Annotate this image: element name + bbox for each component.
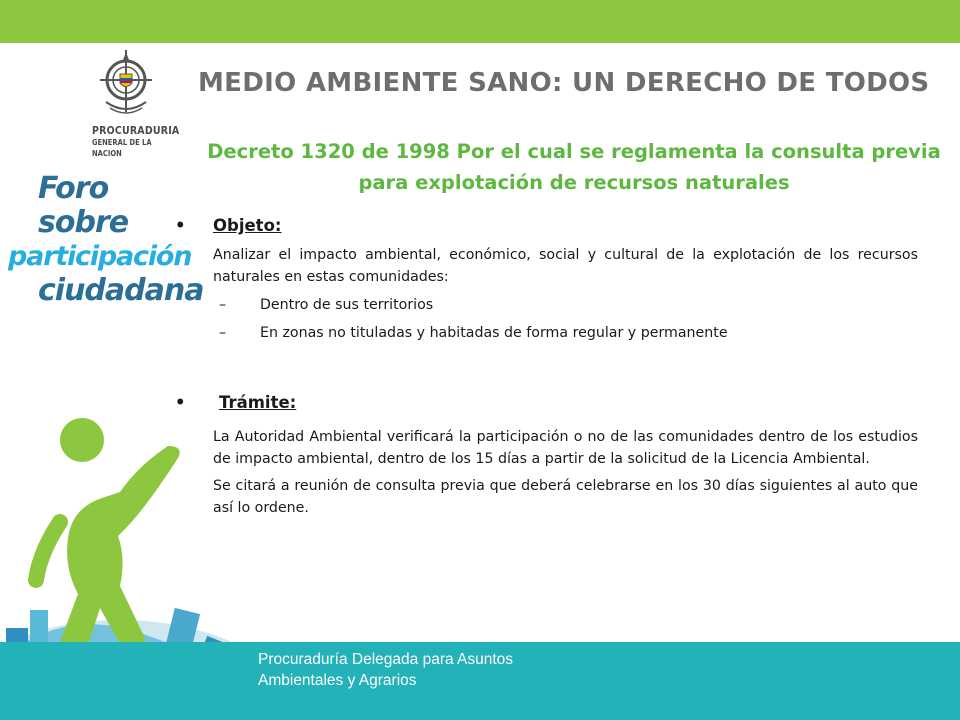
tramite-heading bbox=[172, 393, 918, 417]
footer-line-2: Ambientales y Agrarios bbox=[258, 672, 417, 689]
logo-line-2: GENERAL DE LA NACION bbox=[92, 138, 152, 158]
list-item bbox=[172, 322, 918, 344]
brand-line-3: ciudadana bbox=[38, 273, 204, 308]
objeto-section bbox=[172, 216, 918, 344]
logo-line-1: PROCURADURIA bbox=[92, 125, 180, 137]
slide-subtitle: Decreto 1320 de 1998 Por el cual se reglamenta la consulta previa para explotación de recursos naturales bbox=[207, 140, 941, 194]
objeto-heading bbox=[172, 216, 918, 240]
tramite-section bbox=[172, 393, 918, 519]
footer-text bbox=[258, 649, 618, 691]
objeto-paragraph: Analizar el impacto ambiental, económico, social y cultural de la explotación de los recursos naturales en estas comunidades: bbox=[213, 247, 918, 285]
dash-icon: – bbox=[219, 325, 227, 341]
procuraduria-emblem-icon bbox=[96, 50, 156, 128]
list-item-text: Dentro de sus territorios bbox=[260, 297, 434, 313]
top-accent-bar bbox=[0, 0, 960, 43]
tramite-paragraph-1: La Autoridad Ambiental verificará la participación o no de las comunidades dentro de los estudios de impacto ambiental, dentro de los 15 días a partir de la solicitud de la Licencia Ambiental. bbox=[213, 429, 918, 467]
objeto-heading-text: Objeto: bbox=[213, 216, 282, 235]
procuraduria-logo bbox=[92, 50, 182, 170]
slide-title: MEDIO AMBIENTE SANO: UN DERECHO DE TODOS bbox=[198, 68, 930, 98]
tramite-paragraph-2: Se citará a reunión de consulta previa que deberá celebrarse en los 30 días siguientes al auto que así lo ordene. bbox=[213, 478, 918, 516]
brand-line-2: participación bbox=[8, 241, 192, 272]
brand-line-1: Foro sobre bbox=[38, 171, 129, 240]
bullet-icon: • bbox=[175, 393, 186, 412]
list-item bbox=[172, 294, 918, 316]
bullet-icon: • bbox=[175, 216, 186, 235]
dash-icon: – bbox=[219, 297, 227, 313]
footer-line-1: Procuraduría Delegada para Asuntos bbox=[258, 651, 514, 668]
tramite-heading-text: Trámite: bbox=[219, 393, 297, 412]
list-item-text: En zonas no tituladas y habitadas de forma regular y permanente bbox=[260, 325, 728, 341]
foro-brand bbox=[8, 171, 204, 308]
